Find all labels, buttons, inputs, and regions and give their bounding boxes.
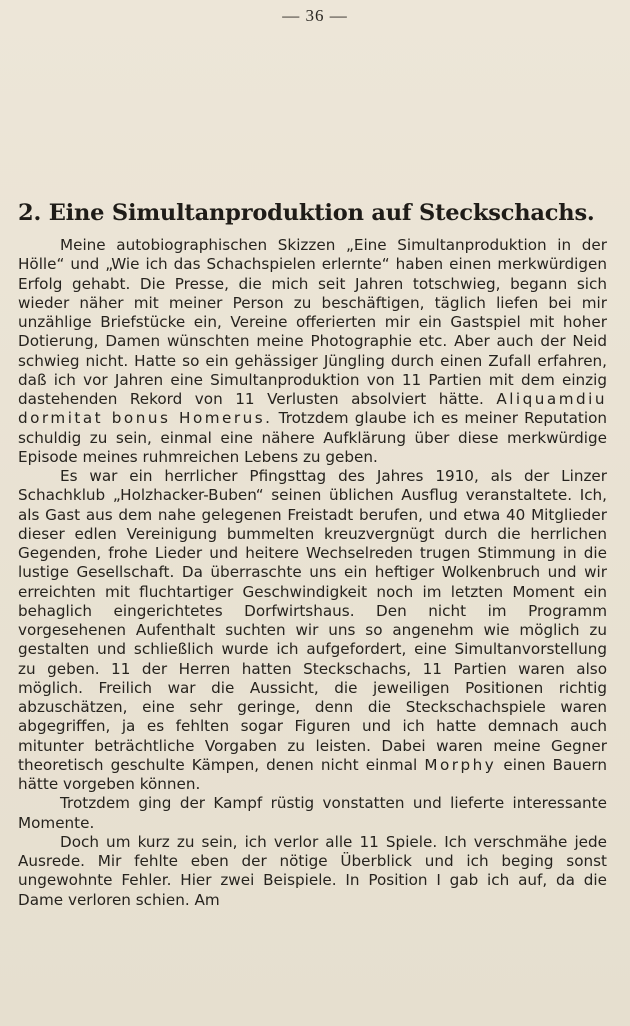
page-number: — 36 — <box>282 6 348 25</box>
paragraph-text: Meine autobiographischen Skizzen „Eine Simultanproduktion in der Hölle“ und „Wie ich das Schachspielen erlernte“ haben einen merkwürdigen Erfolg gehabt. Die Presse, die mich seit Jahren totschwieg, begann sich wieder näher mit meiner Person zu beschäftigen, täglich liefen bei mir unzählige Briefstücke ein, Vereine offerierten mir ein Gastspiel mit hoher Dotierung, Damen wünschten meine Photographie etc. Aber auch der Neid schwieg nicht. Hatte so ein gehässiger Jüngling durch einen Zufall erfahren, daß ich vor Jahren eine Simultanproduktion von 11 Partien mit dem einzig dastehenden Rekord von 11 Verlusten absolviert hätte. <box>18 236 607 408</box>
paragraph <box>18 794 607 833</box>
paragraph-text: einen Bauern hätte vorgeben können. <box>18 755 607 793</box>
spaced-name: Morphy <box>424 755 497 774</box>
paragraph <box>18 467 607 794</box>
paragraph <box>18 236 607 467</box>
paragraph-text: Trotzdem glaube ich es meiner Reputation schuldig zu sein, einmal eine nähere Aufklärung über diese merkwürdige Episode meines ruhmreichen Lebens zu geben. <box>18 409 607 466</box>
spaced-quote: Aliquamdiu dormitat bonus Homerus. <box>18 390 607 428</box>
paragraph-text: Trotzdem ging der Kampf rüstig vonstatten und lieferte interessante Momente. <box>18 794 607 832</box>
body-text <box>18 236 607 910</box>
paragraph-text: Doch um kurz zu sein, ich verlor alle 11 Spiele. Ich verschmähe jede Ausrede. Mir fehlte eben der nötige Überblick und ich beging sonst ungewohnte Fehler. Hier zwei Beispiele. In Position I gab ich auf, da die Dame verloren schien. Am <box>18 832 607 909</box>
paragraph-text: Es war ein herrlicher Pfingsttag des Jahres 1910, als der Linzer Schachklub „Holzhacker-Buben“ seinen üblichen Ausflug veranstaltete. Ich, als Gast aus dem nahe gelegenen Freistadt berufen, und etwa 40 Mitglieder dieser edlen Vereinigung bummelten kreuzvergnügt durch die herrlichen Gegenden, frohe Lieder und heitere Wechselreden trugen Stimmung in die lustige Gesellschaft. Da überraschte uns ein heftiger Wolkenbruch und wir erreichten mit fluchtartiger Geschwindigkeit noch im letzten Moment ein behaglich eingerichtetes Dorfwirtshaus. Den nicht im Programm vorgesehenen Aufenthalt suchten wir uns so angenehm wie möglich zu gestalten und schließlich wurde ich aufgefordert, eine Simultanvorstellung zu geben. 11 der Herren hatten Steckschachs, 11 Partien waren also möglich. Freilich war die Aussicht, die jeweiligen Positionen richtig abzuschätzen, eine sehr geringe, denn die Steckschachspiele waren abgegriffen, ja es fehlten sogar Figuren und ich hatte demnach auch mitunter beträchtliche Vorgaben zu leisten. Dabei waren meine Gegner theoretisch geschulte Kämpen, denen nicht einmal <box>18 467 607 774</box>
paragraph <box>18 833 607 910</box>
chapter-heading: 2. Eine Simultanproduktion auf Steckschachs. <box>18 200 595 226</box>
